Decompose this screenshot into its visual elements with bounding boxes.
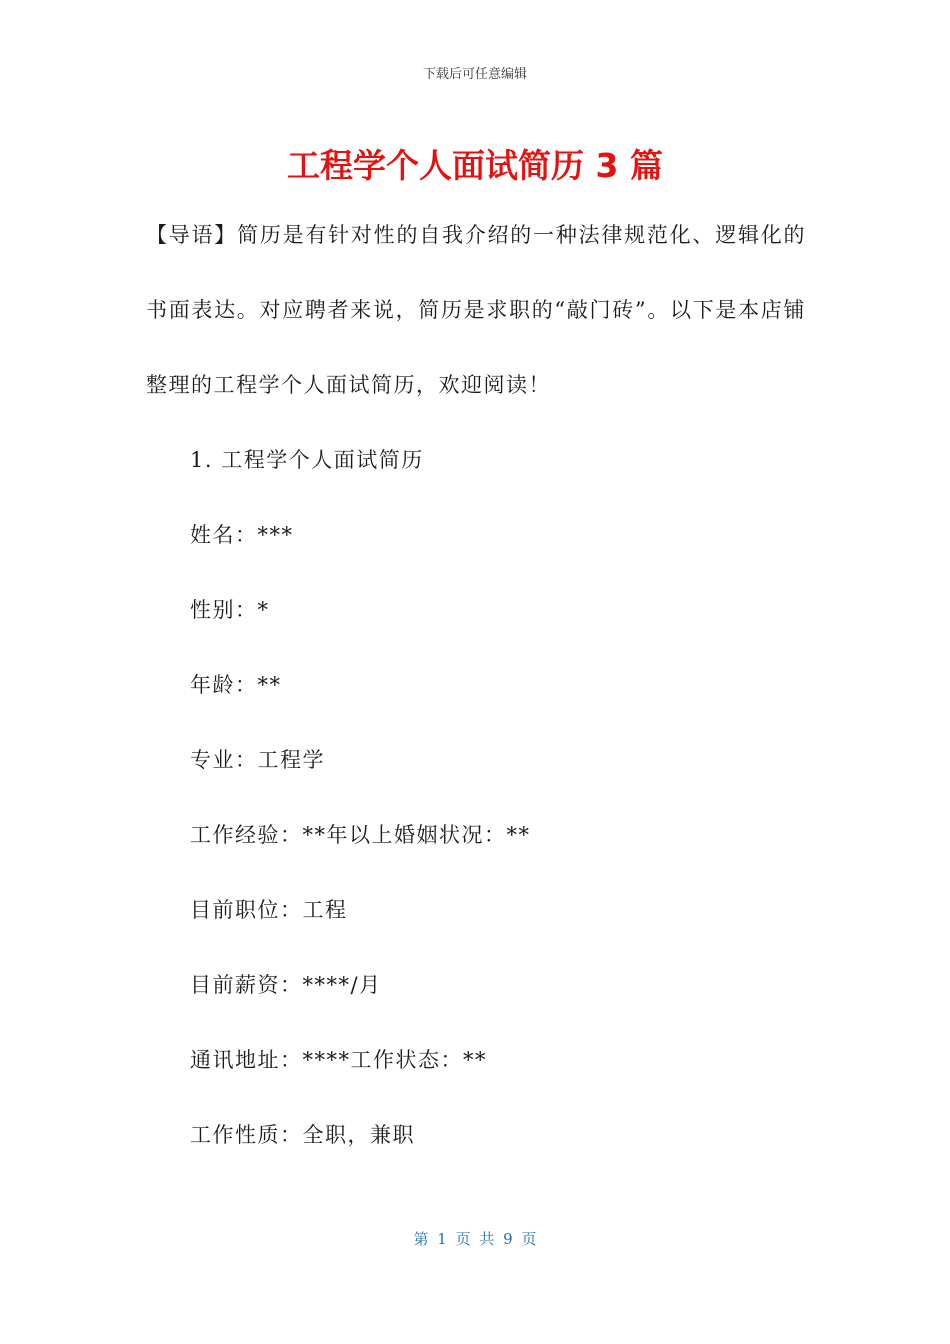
field-current-salary: 目前薪资：****/月 [190,973,382,997]
field-age: 年龄：** [190,673,282,697]
document-title: 工程学个人面试简历 3 篇 [287,146,663,185]
field-gender: 性别：* [190,598,270,622]
page-number: 第 1 页 共 9 页 [413,1230,537,1248]
field-job-type: 工作性质：全职，兼职 [190,1123,415,1147]
field-major: 专业：工程学 [190,748,325,772]
field-address-status: 通讯地址：****工作状态：** [190,1048,487,1072]
field-experience-marital: 工作经验：**年以上婚姻状况：** [190,823,531,847]
intro-paragraph: 【导语】简历是有针对性的自我介绍的一种法律规范化、逻辑化的书面表达。对应聘者来说，简历是求职的“敲门砖”。以下是本店铺整理的工程学个人面试简历，欢迎阅读！ [146,223,806,397]
page-header-note: 下载后可任意编辑 [422,67,527,82]
field-name: 姓名：*** [190,523,294,547]
field-current-position: 目前职位：工程 [190,898,348,922]
section-heading: 1. 工程学个人面试简历 [190,448,424,472]
resume-fields [190,423,810,1173]
